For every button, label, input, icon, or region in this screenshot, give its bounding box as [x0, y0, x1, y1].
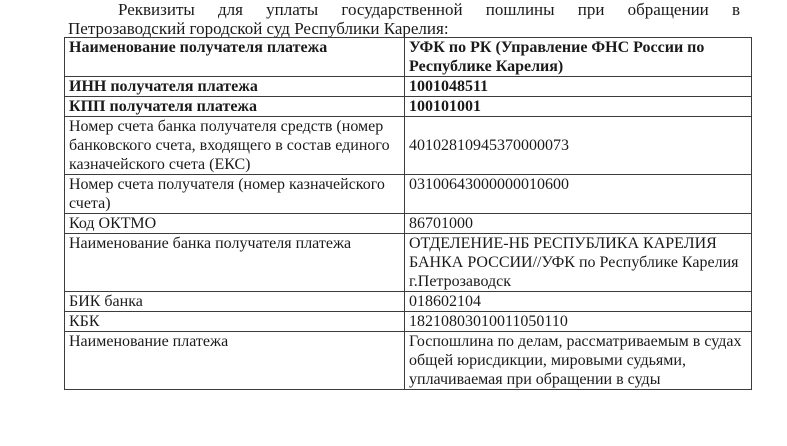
row-label: ИНН получателя платежа — [65, 77, 405, 97]
table-row — [65, 214, 752, 234]
row-label: Номер счета получателя (номер казначейского счета) — [65, 175, 405, 214]
row-value: 18210803010011050110 — [405, 312, 752, 332]
table-row — [65, 38, 752, 77]
table-row — [65, 77, 752, 97]
table-row — [65, 97, 752, 117]
row-label: Код ОКТМО — [65, 214, 405, 234]
row-value: ОТДЕЛЕНИЕ-НБ РЕСПУБЛИКА КАРЕЛИЯ БАНКА РОССИИ//УФК по Республике Карелия г.Петрозаводск — [405, 234, 752, 292]
row-label: Наименование банка получателя платежа — [65, 234, 405, 292]
intro-line-2: Петрозаводский городской суд Республики Карелия: — [68, 19, 449, 38]
row-label: Наименование платежа — [65, 332, 405, 390]
row-label: КПП получателя платежа — [65, 97, 405, 117]
row-label: КБК — [65, 312, 405, 332]
row-value: УФК по РК (Управление ФНС России по Республике Карелия) — [405, 38, 752, 77]
table-row — [65, 175, 752, 214]
row-value: 40102810945370000073 — [405, 117, 752, 175]
row-label: Номер счета банка получателя средств (номер банковского счета, входящего в состав единого казначейского счета (ЕКС) — [65, 117, 405, 175]
row-value: Госпошлина по делам, рассматриваемым в судах общей юрисдикции, мировыми судьями, уплачиваемая при обращении в суды — [405, 332, 752, 390]
table-row — [65, 332, 752, 390]
table-row — [65, 292, 752, 312]
intro-line-1: Реквизиты для уплаты государственной пошлины при обращении в — [118, 0, 740, 19]
row-value: 03100643000000010600 — [405, 175, 752, 214]
payment-details-table — [64, 37, 752, 390]
table-row — [65, 234, 752, 292]
table-row — [65, 117, 752, 175]
row-value: 018602104 — [405, 292, 752, 312]
table-row — [65, 312, 752, 332]
row-value: 86701000 — [405, 214, 752, 234]
row-value: 100101001 — [405, 97, 752, 117]
intro-paragraph — [68, 0, 740, 39]
row-label: Наименование получателя платежа — [65, 38, 405, 77]
row-value: 1001048511 — [405, 77, 752, 97]
row-label: БИК банка — [65, 292, 405, 312]
